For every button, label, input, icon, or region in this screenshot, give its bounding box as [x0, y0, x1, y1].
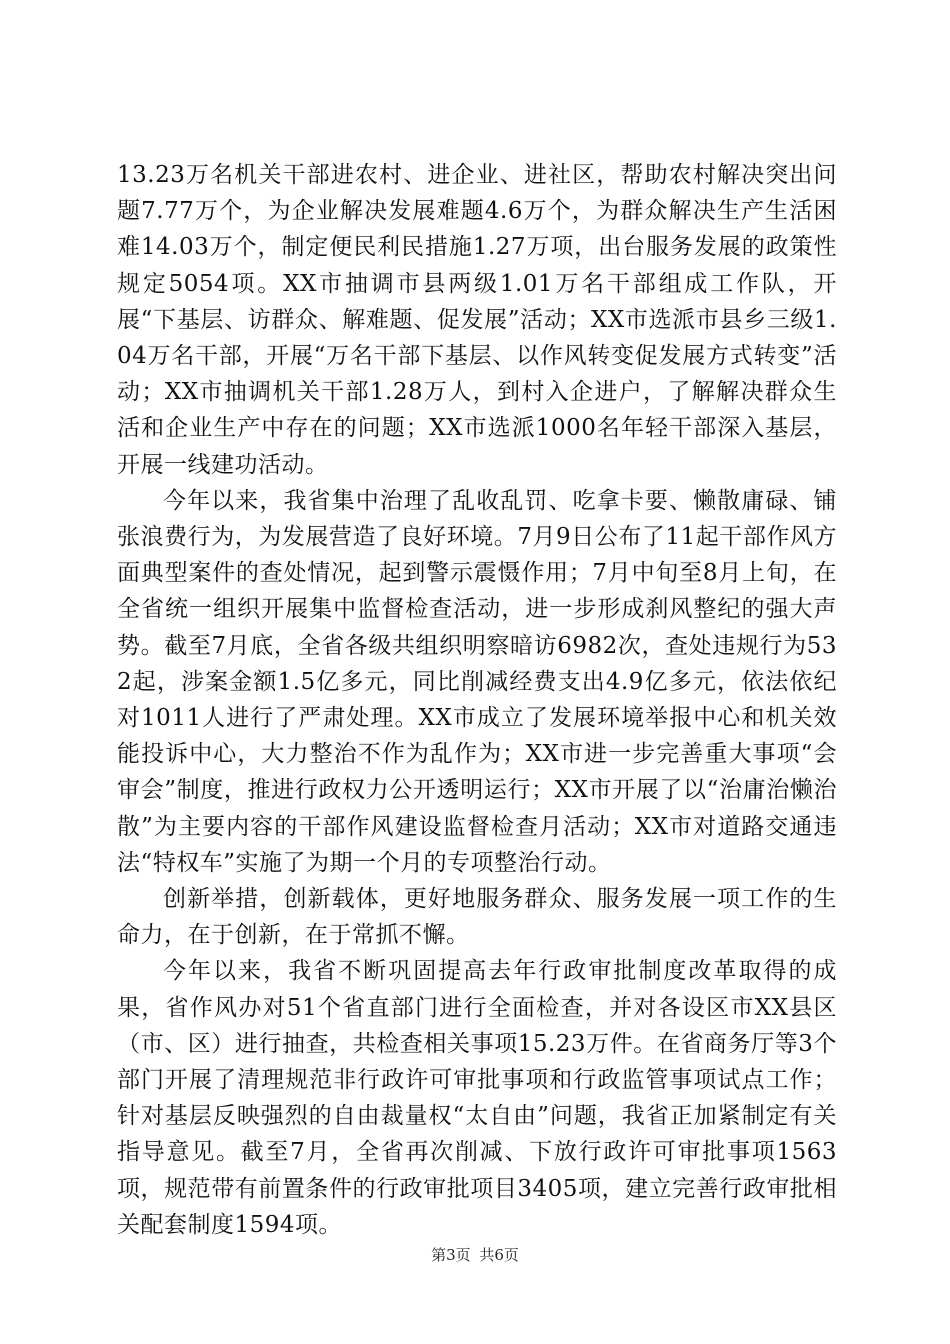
page-total: 共6页 — [479, 1246, 519, 1264]
document-body — [117, 157, 837, 1243]
paragraph: 今年以来，我省集中治理了乱收乱罚、吃拿卡要、懒散庸碌、铺张浪费行为，为发展营造了良好环境。7月9日公布了11起干部作风方面典型案件的查处情况，起到警示震慑作用；7月中旬至8月上旬，在全省统一组织开展集中监督检查活动，进一步形成刹风整纪的强大声势。截至7月底，全省各级共组织明察暗访6982次，查处违规行为532起，涉案金额1.5亿多元，同比削减经费支出4.9亿多元，依法依纪对1011人进行了严肃处理。XX市成立了发展环境举报中心和机关效能投诉中心，大力整治不作为乱作为；XX市进一步完善重大事项“会审会”制度，推进行政权力公开透明运行；XX市开展了以“治庸治懒治散”为主要内容的干部作风建设监督检查月活动；XX市对道路交通违法“特权车”实施了为期一个月的专项整治行动。 — [117, 487, 837, 876]
paragraph: 今年以来，我省不断巩固提高去年行政审批制度改革取得的成果，省作风办对51个省直部门进行全面检查，并对各设区市XX县区（市、区）进行抽查，共检查相关事项15.23万件。在省商务厅等3个部门开展了清理规范非行政许可审批事项和行政监管事项试点工作；针对基层反映强烈的自由裁量权“太自由”问题，我省正加紧制定有关指导意见。截至7月，全省再次削减、下放行政许可审批事项1563项，规范带有前置条件的行政审批项目3405项，建立完善行政审批相关配套制度1594项。 — [117, 958, 837, 1238]
page-number: 第3页 — [431, 1246, 471, 1264]
page-footer — [0, 1244, 950, 1265]
paragraph: 创新举措，创新载体，更好地服务群众、服务发展一项工作的生命力，在于创新，在于常抓不懈。 — [117, 886, 837, 949]
paragraph-continued: 13.23万名机关干部进农村、进企业、进社区，帮助农村解决突出问题7.77万个，为企业解决发展难题4.6万个，为群众解决生产生活困难14.03万个，制定便民利民措施1.27万项，出台服务发展的政策性规定5054项。XX市抽调市县两级1.01万名干部组成工作队，开展“下基层、访群众、解难题、促发展”活动；XX市选派市县乡三级1.04万名干部，开展“万名干部下基层、以作风转变促发展方式转变”活动；XX市抽调机关干部1.28万人，到村入企进户，了解解决群众生活和企业生产中存在的问题；XX市选派1000名年轻干部深入基层，开展一线建功活动。 — [117, 162, 837, 478]
